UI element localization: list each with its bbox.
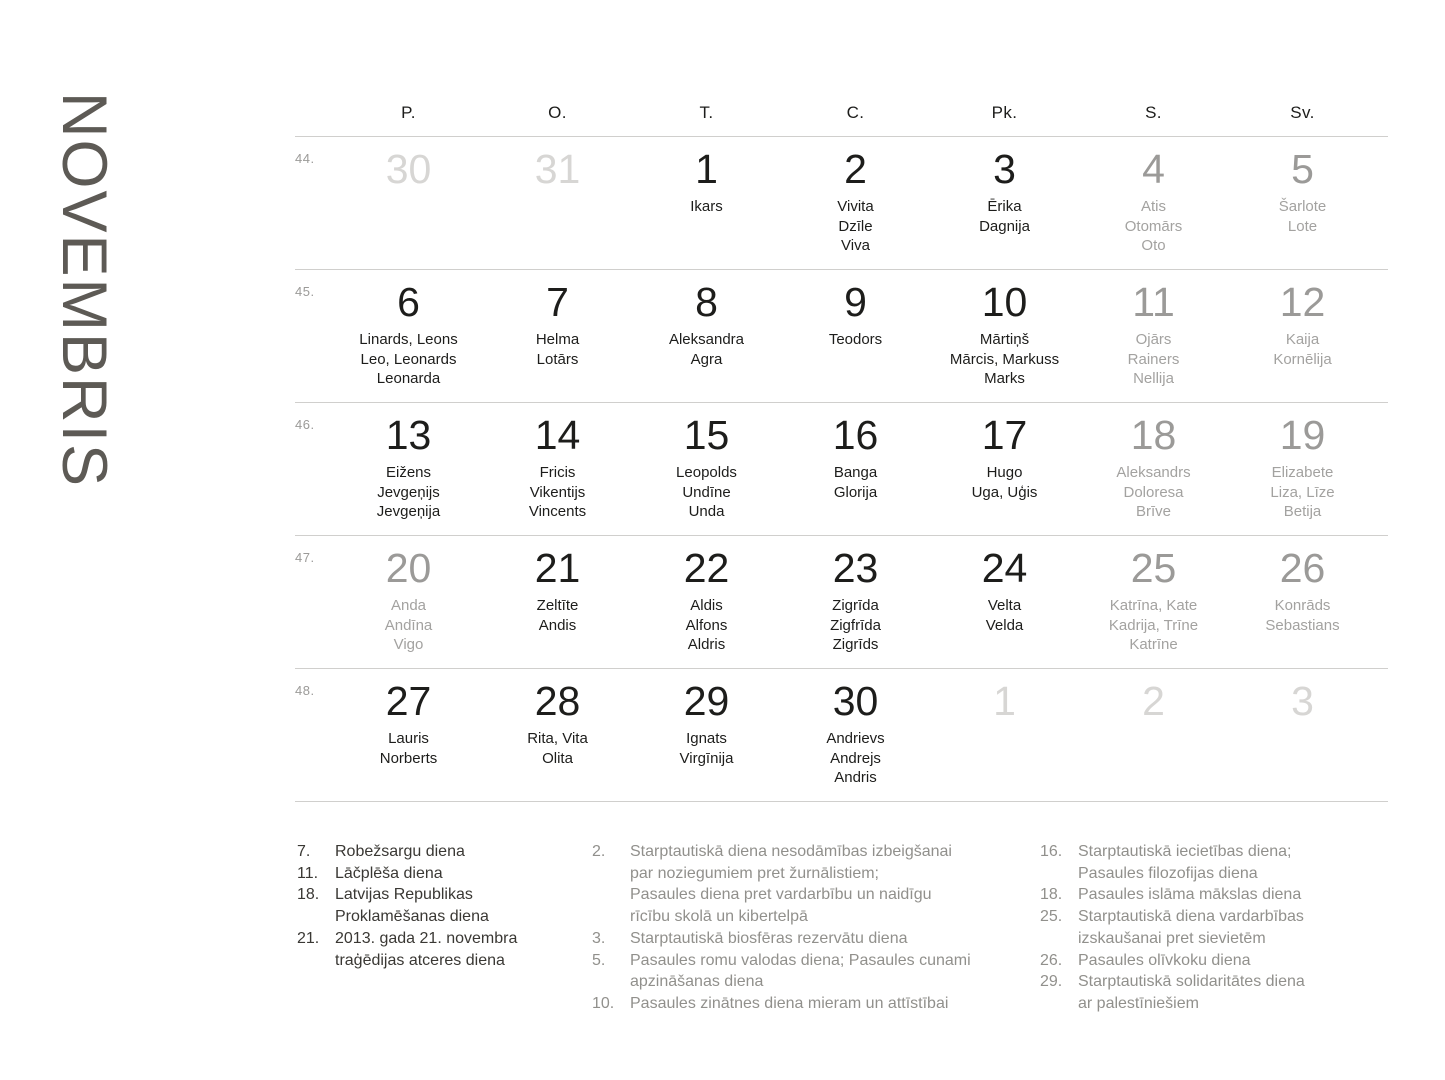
day-cell bbox=[334, 137, 483, 269]
footnote-line: Robežsargu diena bbox=[335, 843, 465, 860]
name-line: Rainers bbox=[1127, 350, 1180, 368]
day-cell bbox=[1228, 137, 1377, 269]
day-names bbox=[930, 330, 1079, 389]
name-line: Mārtiņš bbox=[979, 331, 1030, 348]
name-line: Viva bbox=[841, 237, 870, 254]
name-line: Velta bbox=[987, 597, 1022, 614]
name-line: Anda bbox=[390, 597, 427, 614]
weekday-header: Sv. bbox=[1290, 103, 1315, 122]
day-cell bbox=[632, 536, 781, 668]
name-line: Lauris bbox=[388, 730, 429, 747]
day-number: 26 bbox=[1279, 545, 1326, 591]
footnote-text bbox=[1078, 841, 1291, 884]
day-names bbox=[334, 463, 483, 522]
name-line: Sebastians bbox=[1265, 616, 1340, 634]
day-number: 1 bbox=[993, 678, 1016, 724]
footnote-number: 21. bbox=[297, 929, 320, 947]
day-cell bbox=[1228, 669, 1377, 801]
day-number: 25 bbox=[1130, 545, 1177, 591]
weekday-header: O. bbox=[548, 103, 567, 122]
day-cell bbox=[781, 536, 930, 668]
day-number: 22 bbox=[683, 545, 730, 591]
footnote-number: 7. bbox=[297, 843, 311, 860]
day-number: 19 bbox=[1279, 412, 1326, 458]
day-names bbox=[632, 197, 781, 217]
week-number-spacer bbox=[295, 106, 334, 120]
footnote-line: Pasaules diena pret vardarbību un naidīgu bbox=[630, 886, 932, 904]
footnote-line: Starptautiskā diena vardarbības bbox=[1078, 908, 1304, 926]
name-line: Konrāds bbox=[1274, 597, 1331, 614]
day-names bbox=[483, 596, 632, 635]
day-cell bbox=[930, 669, 1079, 801]
name-line: Ojārs bbox=[1135, 331, 1172, 348]
footnote-item bbox=[1040, 841, 1305, 884]
footnote-line: Starptautiskā iecietības diena; bbox=[1078, 843, 1292, 860]
name-line: Agra bbox=[690, 350, 723, 368]
day-number: 30 bbox=[832, 678, 879, 724]
day-cell bbox=[483, 270, 632, 402]
name-line: Jevgeņija bbox=[376, 503, 441, 520]
day-cell bbox=[632, 137, 781, 269]
footnote-item bbox=[297, 841, 517, 863]
day-names bbox=[781, 197, 930, 256]
day-names bbox=[1228, 330, 1377, 369]
day-number: 17 bbox=[981, 412, 1028, 458]
footnote-text bbox=[1078, 950, 1251, 972]
name-line: Uga, Uģis bbox=[971, 483, 1038, 501]
day-cell bbox=[334, 536, 483, 668]
day-names bbox=[632, 330, 781, 369]
day-number: 30 bbox=[385, 146, 432, 192]
day-number: 21 bbox=[534, 545, 581, 591]
month-title: NOVEMBRIS bbox=[49, 92, 119, 489]
name-line: Nellija bbox=[1133, 370, 1174, 387]
footnote-line: Proklamēšanas diena bbox=[335, 908, 489, 926]
day-names bbox=[781, 463, 930, 502]
name-line: Leo, Leonards bbox=[360, 350, 457, 368]
calendar-weeks bbox=[295, 137, 1388, 802]
footnote-text bbox=[630, 950, 971, 993]
footnote-line: izskaušanai pret sievietēm bbox=[1078, 929, 1266, 947]
footnote-line: Pasaules filozofijas diena bbox=[1078, 864, 1258, 882]
name-line: Marks bbox=[984, 370, 1025, 387]
name-line: Eižens bbox=[385, 464, 432, 481]
day-cell bbox=[1079, 403, 1228, 535]
name-line: Banga bbox=[833, 464, 878, 481]
name-line: Aleksandra bbox=[668, 331, 745, 348]
day-cell bbox=[1079, 536, 1228, 668]
day-number: 5 bbox=[1291, 146, 1314, 192]
name-line: Liza, Līze bbox=[1270, 483, 1335, 501]
day-names bbox=[632, 729, 781, 768]
day-number: 14 bbox=[534, 412, 581, 458]
footnote-text bbox=[1078, 884, 1301, 906]
footnote-text bbox=[335, 884, 489, 927]
name-line: Ikars bbox=[690, 198, 723, 215]
day-cell bbox=[334, 669, 483, 801]
name-line: Vigo bbox=[393, 636, 424, 653]
day-cell bbox=[781, 403, 930, 535]
name-line: Hugo bbox=[986, 464, 1023, 481]
name-line: Atis bbox=[1140, 198, 1166, 215]
day-cell bbox=[1079, 669, 1228, 801]
day-number: 31 bbox=[534, 146, 581, 192]
name-line: Aldris bbox=[687, 636, 726, 653]
name-line: Andrejs bbox=[830, 749, 881, 767]
footnote-item bbox=[297, 928, 517, 971]
name-line: Lote bbox=[1287, 217, 1318, 235]
day-names bbox=[1079, 596, 1228, 655]
day-names bbox=[930, 197, 1079, 236]
footnote-line: apzināšanas diena bbox=[630, 973, 764, 991]
day-names bbox=[781, 729, 930, 788]
name-line: Dzīle bbox=[838, 217, 873, 235]
name-line: Oto bbox=[1141, 237, 1166, 254]
day-names bbox=[1079, 330, 1228, 389]
footnote-item bbox=[1040, 950, 1305, 972]
name-line: Undīne bbox=[682, 483, 731, 501]
name-line: Olita bbox=[542, 749, 573, 767]
name-line: Dagnija bbox=[979, 217, 1030, 235]
footnote-item bbox=[592, 950, 971, 993]
day-cell bbox=[930, 270, 1079, 402]
name-line: Doloresa bbox=[1123, 483, 1184, 501]
day-number: 6 bbox=[397, 279, 420, 325]
footnote-line: Starptautiskā diena nesodāmības izbeigšanai bbox=[630, 843, 952, 860]
day-number: 8 bbox=[695, 279, 718, 325]
day-number: 13 bbox=[385, 412, 432, 458]
name-line: Helma bbox=[535, 331, 580, 348]
calendar bbox=[295, 90, 1388, 802]
name-line: Mārcis, Markuss bbox=[949, 350, 1060, 368]
day-cell bbox=[781, 270, 930, 402]
name-line: Zeltīte bbox=[536, 597, 579, 614]
footnote-item bbox=[1040, 971, 1305, 1014]
footnote-text bbox=[1078, 971, 1305, 1014]
day-number: 16 bbox=[832, 412, 879, 458]
name-line: Katrīna, Kate bbox=[1109, 597, 1198, 614]
footnote-number: 5. bbox=[592, 951, 606, 969]
day-names bbox=[483, 330, 632, 369]
name-line: Vivita bbox=[837, 198, 874, 215]
day-number: 10 bbox=[981, 279, 1028, 325]
name-line: Brīve bbox=[1135, 503, 1171, 520]
day-names bbox=[334, 330, 483, 389]
footnote-text bbox=[335, 928, 517, 971]
day-names bbox=[781, 596, 930, 655]
day-cell bbox=[1228, 536, 1377, 668]
footnote-line: Pasaules romu valodas diena; Pasaules cunami bbox=[630, 951, 971, 969]
name-line: Andis bbox=[538, 616, 577, 634]
day-cell bbox=[781, 137, 930, 269]
name-line: Zigrīda bbox=[832, 597, 879, 614]
day-names bbox=[483, 729, 632, 768]
name-line: Andris bbox=[834, 769, 877, 786]
footnote-line: 2013. gada 21. novembra bbox=[335, 929, 518, 947]
footnote-line: Latvijas Republikas bbox=[335, 886, 473, 904]
day-cell bbox=[334, 270, 483, 402]
name-line: Vincents bbox=[528, 503, 587, 520]
name-line: Andrievs bbox=[826, 730, 885, 747]
day-names bbox=[1079, 463, 1228, 522]
day-number: 2 bbox=[1142, 678, 1165, 724]
week-row bbox=[295, 137, 1388, 270]
day-number: 7 bbox=[546, 279, 569, 325]
day-number: 23 bbox=[832, 545, 879, 591]
name-line: Aleksandrs bbox=[1116, 464, 1191, 481]
name-line: Zigrīds bbox=[832, 636, 879, 653]
name-line: Betija bbox=[1283, 503, 1322, 520]
footnote-text bbox=[630, 928, 907, 950]
day-cell bbox=[483, 536, 632, 668]
day-number: 4 bbox=[1142, 146, 1165, 192]
day-cell bbox=[1228, 403, 1377, 535]
day-names bbox=[930, 596, 1079, 635]
day-cell bbox=[930, 403, 1079, 535]
day-names bbox=[334, 729, 483, 768]
name-line: Šarlote bbox=[1278, 198, 1327, 215]
footnote-item bbox=[592, 841, 971, 928]
day-number: 15 bbox=[683, 412, 730, 458]
footnote-column-international-a bbox=[592, 841, 971, 1015]
footnote-text bbox=[335, 841, 465, 863]
footnote-number: 26. bbox=[1040, 951, 1063, 969]
day-number: 2 bbox=[844, 146, 867, 192]
weekday-header: C. bbox=[846, 103, 865, 122]
name-line: Glorija bbox=[833, 483, 878, 501]
footnote-item bbox=[1040, 906, 1305, 949]
weekday-header: S. bbox=[1145, 103, 1162, 122]
footnote-line: Pasaules zinātnes diena mieram un attīstībai bbox=[630, 994, 949, 1012]
footnote-text bbox=[1078, 906, 1304, 949]
day-number: 3 bbox=[993, 146, 1016, 192]
footnote-item bbox=[592, 993, 971, 1015]
footnote-number: 16. bbox=[1040, 843, 1063, 860]
day-number: 28 bbox=[534, 678, 581, 724]
day-names bbox=[781, 330, 930, 350]
footnote-number: 10. bbox=[592, 994, 615, 1012]
day-number: 11 bbox=[1132, 279, 1175, 325]
day-names bbox=[1079, 197, 1228, 256]
day-cell bbox=[930, 137, 1079, 269]
name-line: Otomārs bbox=[1124, 217, 1183, 235]
footnote-item bbox=[592, 928, 971, 950]
day-cell bbox=[483, 403, 632, 535]
footnote-number: 18. bbox=[1040, 886, 1063, 904]
week-number: 44. bbox=[295, 151, 315, 166]
footnote-text bbox=[630, 841, 952, 928]
day-number: 20 bbox=[385, 545, 432, 591]
day-cell bbox=[483, 137, 632, 269]
day-number: 24 bbox=[981, 545, 1028, 591]
name-line: Virgīnija bbox=[679, 749, 734, 767]
day-number: 3 bbox=[1291, 678, 1314, 724]
weekday-header: P. bbox=[401, 103, 416, 122]
footnote-number: 25. bbox=[1040, 908, 1063, 926]
name-line: Lotārs bbox=[536, 350, 579, 368]
footnote-text bbox=[630, 993, 948, 1015]
footnote-column-international-b bbox=[1040, 841, 1305, 1015]
day-number: 27 bbox=[385, 678, 432, 724]
day-names bbox=[632, 463, 781, 522]
footnote-number: 2. bbox=[592, 843, 606, 860]
weekday-header-row bbox=[295, 90, 1388, 137]
name-line: Kadrija, Trīne bbox=[1108, 616, 1199, 634]
day-number: 1 bbox=[695, 146, 718, 192]
name-line: Kornēlija bbox=[1273, 350, 1332, 368]
name-line: Unda bbox=[688, 503, 725, 520]
name-line: Ērika bbox=[987, 198, 1022, 215]
name-line: Leonarda bbox=[376, 370, 441, 387]
name-line: Andīna bbox=[384, 616, 433, 634]
name-line: Norberts bbox=[379, 749, 438, 767]
footnote-number: 11. bbox=[297, 864, 319, 882]
week-number: 45. bbox=[295, 284, 315, 299]
weekday-header: Pk. bbox=[991, 103, 1018, 122]
name-line: Jevgeņijs bbox=[377, 483, 440, 501]
week-number: 48. bbox=[295, 683, 315, 698]
day-cell bbox=[1079, 270, 1228, 402]
footnote-line: Pasaules islāma mākslas diena bbox=[1078, 886, 1302, 904]
day-names bbox=[930, 463, 1079, 502]
weekday-header: T. bbox=[699, 103, 714, 122]
footnote-line: Starptautiskā solidaritātes diena bbox=[1078, 973, 1305, 991]
name-line: Ignats bbox=[686, 730, 727, 747]
day-cell bbox=[781, 669, 930, 801]
day-names bbox=[334, 596, 483, 655]
footnote-item bbox=[1040, 884, 1305, 906]
name-line: Fricis bbox=[539, 464, 576, 481]
day-names bbox=[483, 463, 632, 522]
day-cell bbox=[632, 669, 781, 801]
footnote-item bbox=[297, 863, 517, 885]
week-row bbox=[295, 669, 1388, 802]
name-line: Kaija bbox=[1285, 331, 1320, 348]
day-cell bbox=[930, 536, 1079, 668]
day-names bbox=[1228, 197, 1377, 236]
day-number: 29 bbox=[683, 678, 730, 724]
footnote-line: ar palestīniešiem bbox=[1078, 994, 1199, 1012]
day-names bbox=[1228, 596, 1377, 635]
footnote-number: 29. bbox=[1040, 973, 1063, 991]
footnote-line: Starptautiskā biosfēras rezervātu diena bbox=[630, 929, 908, 947]
name-line: Velda bbox=[985, 616, 1024, 634]
footnote-line: Lāčplēša diena bbox=[335, 864, 443, 882]
footnote-column-national bbox=[297, 841, 517, 971]
footnote-line: traģēdijas atceres diena bbox=[335, 951, 505, 969]
name-line: Linards, Leons bbox=[359, 331, 458, 348]
footnote-line: Pasaules olīvkoku diena bbox=[1078, 951, 1251, 969]
week-number: 47. bbox=[295, 550, 315, 565]
day-names bbox=[632, 596, 781, 655]
footnote-number: 18. bbox=[297, 886, 320, 904]
week-row bbox=[295, 536, 1388, 669]
day-number: 18 bbox=[1130, 412, 1177, 458]
footnote-line: rīcību skolā un kibertelpā bbox=[630, 908, 808, 926]
name-line: Rita, Vita bbox=[527, 730, 588, 747]
day-cell bbox=[334, 403, 483, 535]
name-line: Elizabete bbox=[1271, 464, 1334, 481]
day-names bbox=[1228, 463, 1377, 522]
week-row bbox=[295, 403, 1388, 536]
day-cell bbox=[632, 270, 781, 402]
footnote-line: par noziegumiem pret žurnālistiem; bbox=[630, 864, 879, 882]
week-row bbox=[295, 270, 1388, 403]
name-line: Vikentijs bbox=[529, 483, 586, 501]
name-line: Katrīne bbox=[1129, 636, 1178, 653]
name-line: Alfons bbox=[685, 616, 728, 634]
day-cell bbox=[483, 669, 632, 801]
footnote-item bbox=[297, 884, 517, 927]
name-line: Aldis bbox=[690, 597, 723, 614]
week-number: 46. bbox=[295, 417, 315, 432]
day-cell bbox=[1079, 137, 1228, 269]
footnote-text bbox=[335, 863, 443, 885]
day-cell bbox=[1228, 270, 1377, 402]
day-number: 9 bbox=[844, 279, 867, 325]
footnote-number: 3. bbox=[592, 929, 606, 947]
day-cell bbox=[632, 403, 781, 535]
name-line: Leopolds bbox=[676, 464, 737, 481]
name-line: Teodors bbox=[828, 331, 883, 348]
name-line: Zigfrīda bbox=[830, 616, 881, 634]
day-number: 12 bbox=[1279, 279, 1326, 325]
